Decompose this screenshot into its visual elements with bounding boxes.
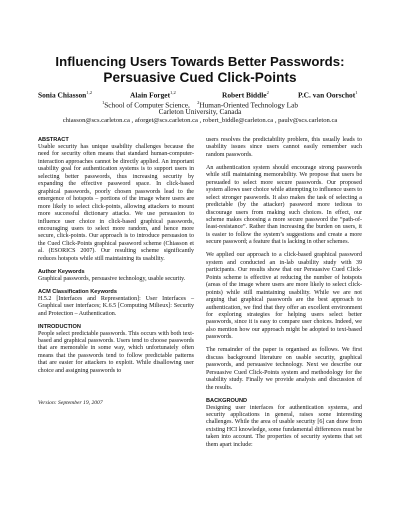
author-1: Sonia Chiasson$^{1,2}$ bbox=[38, 90, 93, 100]
study-paragraph: We applied our approach to a click-based graphical password system and conducted an in-lab usability study with 39 participants. Our results show that our Persuasive Cued Click-Points scheme is effective at reducing the number of hotspots (areas of the image where users are more likely to select click-points) while still maintaining usability. While we are not arguing that graphical passwords are the best approach to authentication, we find that they offer an excellent environment for exploring strategies for helping users select better passwords, since it is easy to compare user choices. Indeed, we also mention how our approach might be adopted to text-based passwords. bbox=[206, 252, 362, 341]
keywords-text: Graphical passwords, persuasive technology, usable security. bbox=[38, 275, 186, 282]
affiliation-1: School of Computer Science, bbox=[104, 100, 190, 110]
author-2: Alain Forget$^{1,2}$ bbox=[130, 90, 176, 100]
right-column bbox=[206, 137, 362, 449]
author-emails: chiasson@scs.carleton.ca , aforget@scs.carleton.ca , robert_biddle@carleton.ca , paulv@scs.carleton.ca bbox=[62, 117, 338, 124]
introduction-text: People select predictable passwords. This occurs with both text-based and graphical passwords. Users tend to choose passwords that are memorable in some way, which unfortunately often means that the passwords tend to follow predictable patterns that are easier for attackers to exploit. While disallowing user choice and assigning passwords to bbox=[38, 330, 194, 374]
institution-location: Carleton University, Canada bbox=[158, 107, 242, 116]
abstract-heading: ABSTRACT bbox=[38, 137, 69, 143]
left-column bbox=[38, 137, 194, 375]
paper-title-line-1: Influencing Users Towards Better Passwords: bbox=[55, 54, 345, 69]
author-3: Robert Biddle$^2$ bbox=[222, 90, 269, 100]
outline-paragraph: The remainder of the paper is organised as follows. We first discuss background literature on usable security, graphical passwords, and persuasive technology. Next we describe our Persuasive Cued Click-Points system and methodology for the usability study. Finally we provide analysis and discussion of the results. bbox=[206, 347, 362, 391]
background-heading: BACKGROUND bbox=[206, 397, 248, 404]
version-note: Version: September 19, 2007 bbox=[38, 400, 103, 406]
introduction-heading: INTRODUCTION bbox=[38, 323, 81, 330]
affiliation-2: Human-Oriented Technology Lab bbox=[199, 100, 299, 110]
keywords-heading: Author Keywords bbox=[38, 268, 85, 275]
acm-heading: ACM Classification Keywords bbox=[38, 288, 117, 295]
acm-text: H.5.2 [Interfaces and Representation]: User Interfaces – Graphical user interfaces; K.6.5 [Computing Milieux]: Security and Protection – Authentication. bbox=[38, 295, 194, 317]
affiliations: $^1$School of Computer Science, $^2$Human-Oriented Technology Lab bbox=[101, 100, 299, 110]
abstract-text: Usable security has unique usability challenges because the need for security often means that standard human-computer-interaction approaches cannot be directly applied. An important usability goal for authentication systems is to support users in selecting better passwords, thus increasing security by expanding the effective password space. In click-based graphical passwords, poorly chosen passwords lead to the emergence of hotspots – portions of the image where users are more likely to select click-points, allowing attackers to mount more successful dictionary attacks. We use persuasion to influence user choice in click-based graphical passwords, encouraging users to select more random, and hence more secure, click-points. Our approach is to introduce persuasion to the Cued Click-Points graphical password scheme (Chiasson et al. (ESORICS 2007). Our resulting scheme significantly reduces hotspots while still maintaining its usability. bbox=[38, 144, 194, 262]
background-text: Designing user interfaces for authentication systems, and security applications in general, raises some interesting challenges. While the area of usable security [6] can draw from existing HCI knowledge, some fundamental differences must be taken into account. The properties of security systems that set them apart include: bbox=[206, 404, 362, 448]
paper-title-line-2: Persuasive Cued Click-Points bbox=[103, 70, 297, 85]
author-4: P.C. van Oorschot$^1$ bbox=[298, 90, 358, 100]
intro-continued-text: users resolves the predictability problem, this usually leads to usability issues since users cannot easily remember such random passwords. bbox=[206, 137, 362, 158]
authentication-paragraph: An authentication system should encourage strong passwords while still maintaining memorability. We propose that users be persuaded to select more secure passwords. Our proposed system allows user choice while attempting to influence users to select stronger passwords. It also makes the task of selecting a predictable (by the attacker) password more tedious to discourage users from making such choices. In effect, our scheme makes choosing a more secure password the “path-of-least-resistance”. Rather than increasing the burden on users, it is easier to follow the system’s suggestions and create a more secure password; a feature that is lacking in other schemes. bbox=[206, 164, 362, 246]
